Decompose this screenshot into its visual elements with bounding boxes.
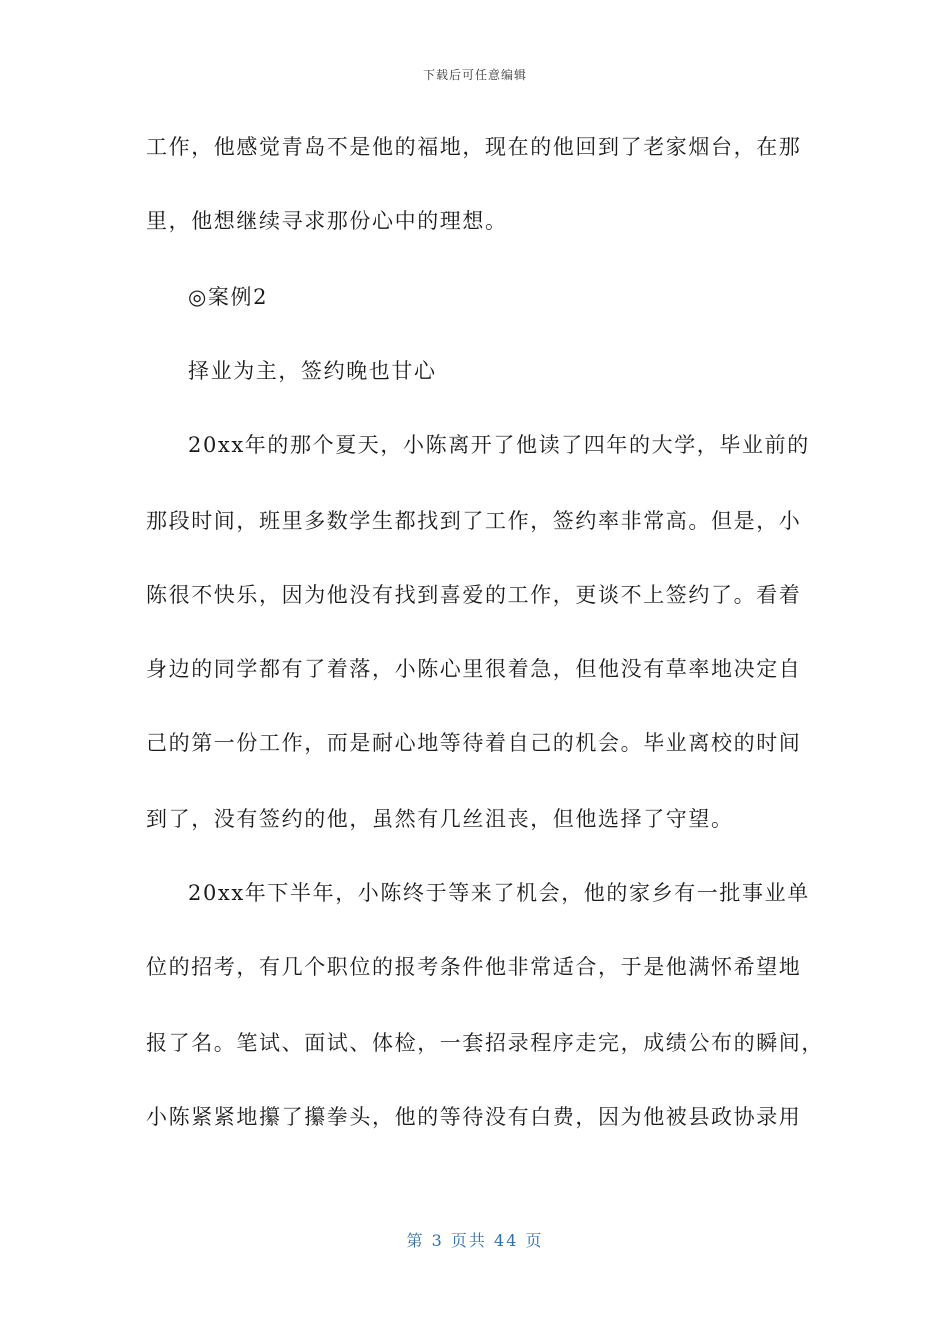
text-line: 到了，没有签约的他，虽然有几丝沮丧，但他选择了守望。 — [146, 807, 734, 831]
total-pages: 44 — [494, 1231, 519, 1250]
page-prefix: 第 — [406, 1231, 425, 1250]
text-line: 里，他想继续寻求那份心中的理想。 — [146, 209, 508, 233]
text-line: 身边的同学都有了着落，小陈心里很着急，但他没有草率地决定自 — [146, 657, 802, 681]
text-line: 位的招考，有几个职位的报考条件他非常适合，于是他满怀希望地 — [146, 955, 802, 979]
text-line: 20xx年下半年，小陈终于等来了机会，他的家乡有一批事业单 — [188, 881, 810, 905]
text-line: 陈很不快乐，因为他没有找到喜爱的工作，更谈不上签约了。看着 — [146, 583, 802, 607]
text-line: 小陈紧紧地攥了攥拳头，他的等待没有白费，因为他被县政协录用 — [146, 1105, 802, 1129]
page-middle: 页共 — [450, 1231, 487, 1250]
text-line: 己的第一份工作，而是耐心地等待着自己的机会。毕业离校的时间 — [146, 731, 802, 755]
section-heading: ◎案例2 — [188, 285, 269, 309]
page-header: 下载后可任意编辑 — [422, 68, 527, 82]
subtitle: 择业为主，签约晚也甘心 — [188, 359, 437, 383]
text-line: 那段时间，班里多数学生都找到了工作，签约率非常高。但是，小 — [146, 509, 802, 533]
text-line: 工作，他感觉青岛不是他的福地，现在的他回到了老家烟台，在那 — [146, 135, 802, 159]
page-suffix: 页 — [525, 1231, 544, 1250]
text-line: 20xx年的那个夏天，小陈离开了他读了四年的大学，毕业前的 — [188, 433, 810, 457]
text-line: 报了名。笔试、面试、体检，一套招录程序走完，成绩公布的瞬间， — [146, 1031, 824, 1055]
current-page: 3 — [431, 1231, 444, 1250]
page-number — [0, 1228, 950, 1251]
